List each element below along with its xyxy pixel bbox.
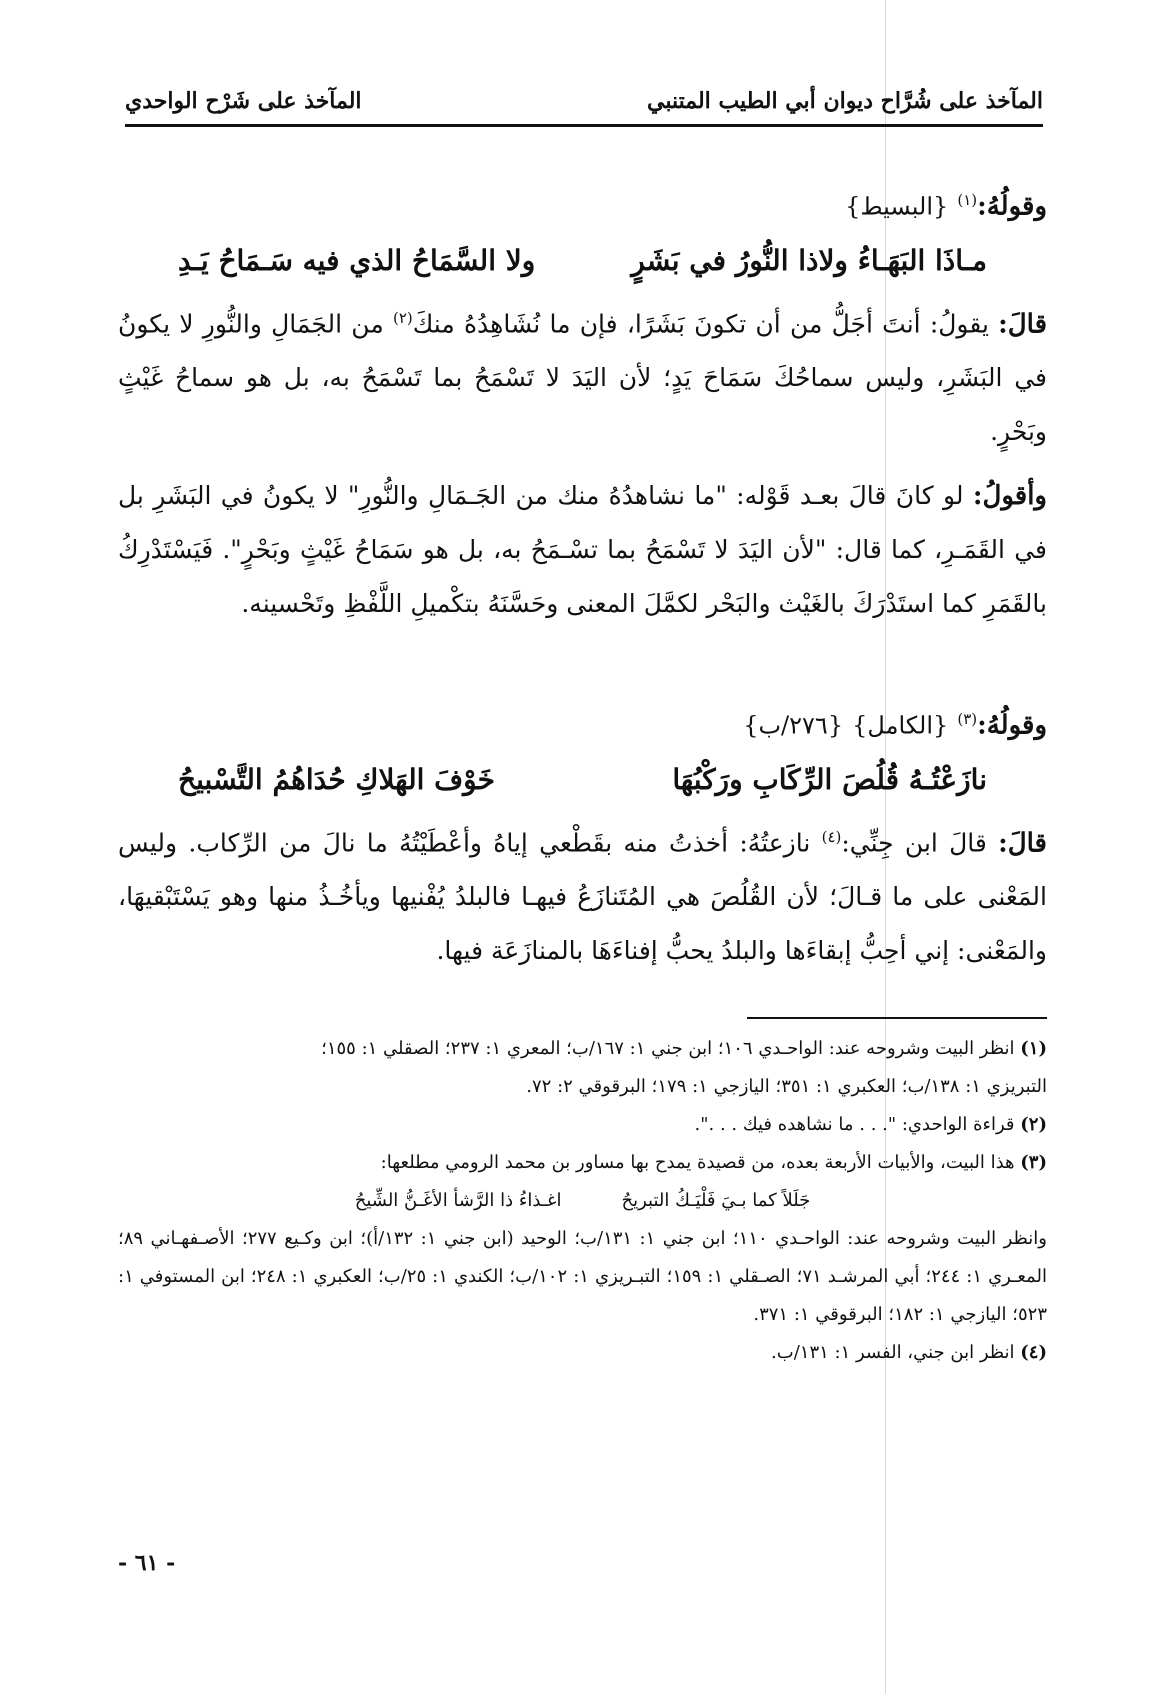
poem-verse-1: [118, 239, 1047, 283]
folio-marker: {٢٧٦/ب}: [743, 711, 844, 740]
qala-text-a: قالَ ابن جِنِّي:: [841, 827, 987, 857]
footnote-text: قراءة الواحدي: ". . . ما نشاهده فيك . . .".: [694, 1114, 1015, 1135]
footnote-1: [118, 1030, 1047, 1068]
footnote-text: هذا البيت، والأبيات الأربعة بعده، من قصيدة يمدح بها مساور بن محمد الرومي مطلعها:: [380, 1152, 1015, 1173]
footnote-ref-1: (١): [957, 191, 978, 209]
footnote-ref-3: (٣): [957, 709, 978, 728]
aqul-label: وأقولُ:: [972, 480, 1047, 511]
page-number: - ٦١ -: [118, 1550, 176, 1576]
header-book-title: المآخذ على شُرَّاح ديوان أبي الطيب المتنبي: [647, 88, 1043, 114]
qala-label: قالَ:: [998, 827, 1047, 858]
header-chapter-title: المآخذ على شَرْح الواحدي: [125, 88, 362, 114]
qala-text-b: من الجَمَالِ والنُّورِ لا يكونُ في البَشَرِ، وليس سماحُكَ سَمَاحَ يَدٍ؛ لأن اليَدَ لا تَسْمَحُ بما تَسْمَحُ به، بل هو سماحُ غَيْثٍ وبَحْرٍ.: [118, 308, 1047, 446]
footnote-1-continued: التبريزي ١: ١٣٨/ب؛ العكبري ١: ٣٥١؛ اليازجي ١: ١٧٩؛ البرقوقي ٢: ٧٢.: [526, 1076, 1047, 1097]
footnote-number: (٣): [1020, 1152, 1047, 1173]
footnote-3: [118, 1144, 1047, 1182]
footnote-number: (٤): [1020, 1342, 1047, 1363]
verse-intro-2: [118, 699, 1047, 746]
meter-label: {البسيط}: [845, 192, 949, 221]
intro-label: وقولُهُ:: [977, 710, 1047, 741]
footnote-text: انظر البيت وشروحه عند: الواحـدي ١٠٦؛ ابن جني ١: ١٦٧/ب؛ المعري ١: ٢٣٧؛ الصقلي ١: ١٥٥؛: [321, 1038, 1015, 1059]
verse-first-hemistich: مـاذَا البَهَـاءُ ولاذا النُّورُ في بَشَرٍ: [631, 243, 987, 277]
poem-verse-2: [118, 758, 1047, 802]
verse-first-hemistich: جَلَلاً كما بـيَ فَلْيَـكُ التبريحُ: [621, 1190, 811, 1211]
verse-second-hemistich: ولا السَّمَاحُ الذي فيه سَـمَاحُ يَـدِ: [178, 243, 536, 277]
verse-second-hemistich: خَوْفَ الهَلاكِ حُدَاهُمُ التَّسْبيحُ: [178, 762, 495, 796]
aqul-text: لو كانَ قالَ بعـد قَوْله: "ما نشاهدُهُ منك من الجَـمَالِ والنُّورِ" لا يكونُ في البَشَرِ بل في القَمَـرِ، كما قال: "لأن اليَدَ لا تَسْمَحُ بما تسْـمَحُ به، بل هو سَمَاحُ غَيْثٍ وبَحْرٍ". فَيَسْتَدْرِكُ بالقَمَرِ كما استَدْرَكَ بالغَيْث والبَحْر لكمَّلَ المعنى وحَسَّنَهُ بتكْميلِ اللَّفْظِ وتَحْسينه.: [118, 480, 1047, 618]
footnote-number: (٢): [1020, 1114, 1047, 1135]
footnote-number: (١): [1020, 1038, 1047, 1059]
main-text: [118, 180, 1047, 988]
footnote-text: انظر ابن جني، الفسر ١: ١٣١/ب.: [771, 1342, 1015, 1363]
commentary-qala-1: [118, 291, 1047, 459]
footnote-ref-2: (٢): [392, 308, 413, 327]
section-gap: [118, 641, 1047, 699]
verse-second-hemistich: اغـذاءُ ذا الرَّشأ الأغَـنُّ الشِّيحُ: [354, 1190, 562, 1211]
qala-text-b: نازعتُهُ: أخذتُ منه بقَطْعي إياهُ وأعْطَيْتُهُ ما نالَ من الرِّكاب. وليس المَعْنى على ما قـالَ؛ لأن القُلُصَ هي المُتَنازَعُ فيهـا فالبلدُ يُفْنيها ويأخُـذُ منها وهو يَسْتَبْقيهَا، والمَعْنى: إني أحِبُّ إبقاءَها والبلدُ يحبُّ إفناءَهَا بالمنازَعَة فيها.: [118, 827, 1047, 965]
qala-label: قالَ:: [998, 308, 1048, 339]
footnote-4: [118, 1334, 1047, 1372]
footnote-3-verse: [118, 1182, 1047, 1220]
running-header: [125, 80, 1043, 127]
meter-label: {الكامل}: [852, 711, 949, 740]
commentary-aqul-1: [118, 469, 1047, 631]
verse-intro-1: [118, 180, 1047, 227]
commentary-qala-2: [118, 810, 1047, 978]
footnote-2: [118, 1106, 1047, 1144]
qala-text-a: يقولُ: أنتَ أجَلُّ من أن تكونَ بَشَرًا، فإن ما نُشَاهِدُهُ منكَ: [412, 308, 989, 338]
footnote-separator: [747, 1017, 1047, 1019]
intro-label: وقولُهُ:: [977, 191, 1047, 222]
footnote-ref-4: (٤): [821, 827, 842, 846]
verse-first-hemistich: نازَعْتُـهُ قُلُصَ الرِّكَابِ ورَكْبُهَا: [672, 762, 987, 796]
footnotes: [118, 1030, 1047, 1372]
footnote-3-continued: وانظر البيت وشروحه عند: الواحـدي ١١٠؛ ابن جني ١: ١٣١/ب؛ الوحيد (ابن جني ١: ١٣٢/أ)؛ ابن وكـيع ٢٧٧؛ الأصـفهـاني ٨٩؛ المعـري ١: ٢٤٤؛ أبي المرشـد ٧١؛ الصـقلي ١: ١٥٩؛ التبـريزي ١: ١٠٢/ب؛ الكندي ١: ٢٥/ب؛ العكبري ١: ٢٤٨؛ ابن المستوفي ١: ٥٢٣؛ اليازجي ١: ١٨٢؛ البرقوقي ١: ٣٧١.: [118, 1228, 1047, 1325]
